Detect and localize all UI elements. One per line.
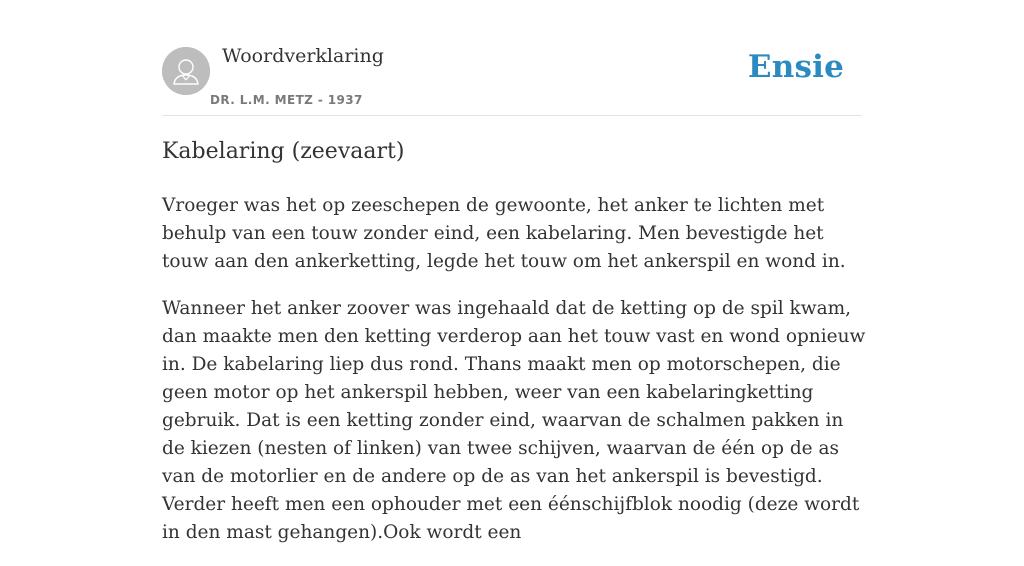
source-title-link[interactable]: Woordverklaring — [222, 45, 384, 67]
header — [162, 0, 862, 116]
article-paragraph: Vroeger was het op zeeschepen de gewoonte, het anker te lichten met behulp van een touw zonder eind, een kabelaring. Men bevestigde het touw aan den ankerketting, legde het touw om het ankerspil en wond in. — [162, 195, 846, 272]
article-title: Kabelaring (zeevaart) — [162, 139, 405, 164]
ensie-logo[interactable]: Ensie — [747, 49, 844, 85]
author-byline: DR. L.M. METZ - 1937 — [210, 93, 363, 107]
user-avatar-icon[interactable] — [162, 47, 210, 95]
article-body — [162, 192, 867, 566]
page-container — [162, 0, 866, 543]
article-paragraph: Wanneer het anker zoover was ingehaald dat de ketting op de spil kwam, dan maakte men den ketting verderop aan het touw vast en wond opnieuw in. De kabelaring liep dus rond. Thans maakt men op motorschepen, die geen motor op het ankerspil hebben, weer van een kabelaringketting gebruik. Dat is een ketting zonder eind, waarvan de schalmen pakken in de kiezen (nesten of linken) van twee schijven, waarvan de één op de as van de motorlier en de andere op de as van het ankerspil is bevestigd. Verder heeft men een ophouder met een éénschijfblok noodig (deze wordt in den mast gehangen).Ook wordt een — [162, 298, 866, 543]
